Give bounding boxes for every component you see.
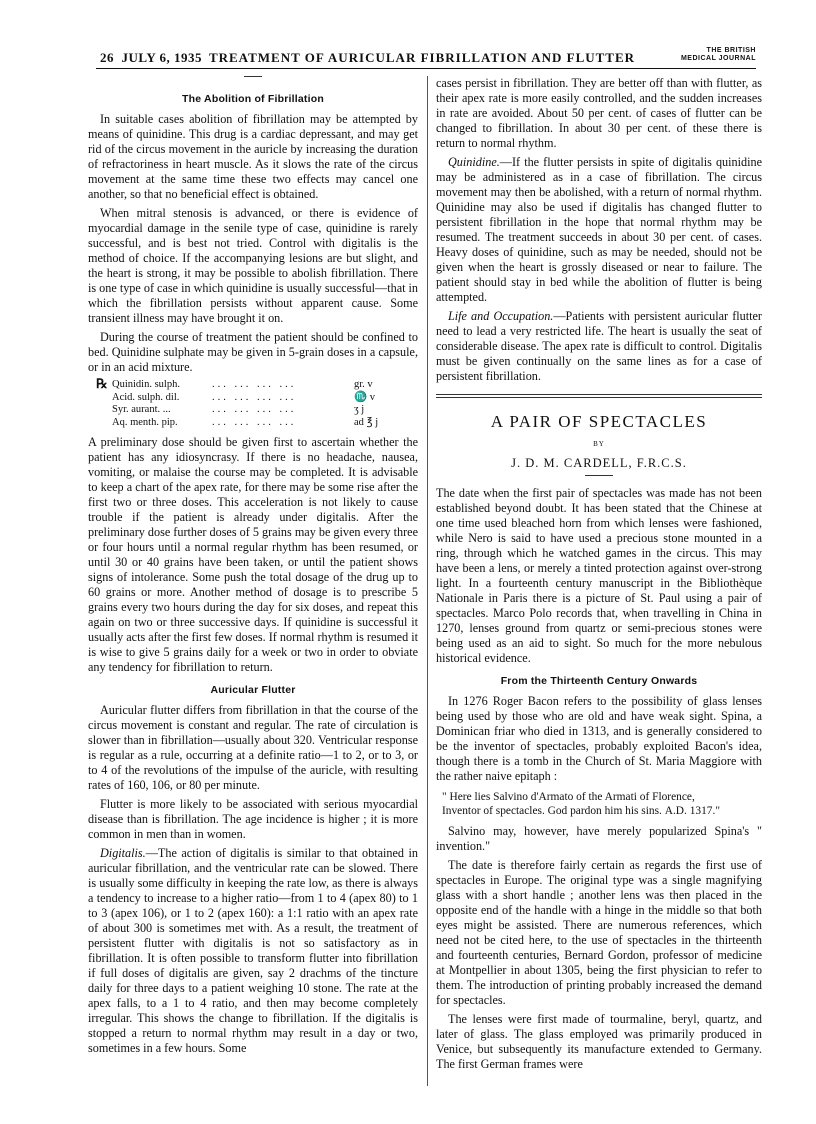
- section-heading-flutter: Auricular Flutter: [210, 684, 296, 696]
- column-divider: [427, 76, 428, 1086]
- ingredient-name: Syr. aurant. ...: [112, 404, 171, 415]
- running-title: TREATMENT OF AURICULAR FIBRILLATION AND FLUTTER: [208, 50, 636, 65]
- paragraph: During the course of treatment the patient should be confined to bed. Quinidine sulphate may be given in 5-grain doses in a capsule, or in an acid mixture.: [88, 330, 418, 374]
- leader-dots: ... ... ... ...: [212, 416, 297, 428]
- run-in-heading: Quinidine.: [448, 155, 500, 169]
- prescription-row: [112, 392, 418, 405]
- prescription-row: [112, 417, 418, 430]
- ingredient-quantity: gr. v: [354, 379, 373, 390]
- issue-date: JULY 6, 1935: [121, 50, 203, 65]
- paragraph: Auricular flutter differs from fibrillation in that the course of the circus movement is constant and regular. The rate of circulation is slower than in fibrillation—usually about 320. Ventricular response is regular as a rule, occurring at a definite ratio—1 to 2, or to 3, or to 4 of the revolutions of the impulse of the auricle, with resulting rates of 160, 106, or 80 per minute.: [88, 703, 418, 792]
- run-in-heading: Digitalis.: [100, 846, 146, 860]
- ingredient-name: Aq. menth. pip.: [112, 416, 178, 428]
- header-rule: [96, 68, 756, 69]
- ingredient-name: Acid. sulph. dil.: [112, 391, 180, 403]
- ingredient-name: Quinidin. sulph.: [112, 379, 180, 390]
- leader-dots: ... ... ... ...: [212, 379, 297, 390]
- page-number: 26: [100, 50, 114, 65]
- paragraph-text: —Patients with persistent auricular flutter need to lead a very restricted life. The heart is usually the seat of considerable disease. The apex rate is difficult to control. Digitalis must be given continually on the same lines as for a case of persistent fibrillation.: [436, 309, 762, 383]
- section-rule: [244, 76, 262, 77]
- paragraph: [88, 846, 418, 1056]
- recipe-symbol: ℞: [96, 376, 108, 391]
- section-heading-abolition: The Abolition of Fibrillation: [182, 93, 324, 105]
- paragraph: A preliminary dose should be given first to ascertain whether the patient has any idiosyncrasy. If there is no headache, nausea, vomiting, or malaise the course may be completed. It is advisable to keep a chart of the apex rate, for there may be some rise after the first two or three doses. This acceleration is not likely to cause trouble if the patient is already under digitalis. After the preliminary dose further doses of 5 grains may be given every three or four hours until a normal regular rhythm has been resumed, or until 30 or 40 grains have been taken, or until the patient shows signs of intolerance. Some push the total dosage of the drug up to 60 grains or more. Another method of dosage is to prescribe 5 grains every two hours during the day for six doses, and repeat this again on two or three successive days. If quinidine is successful it usually acts after the first few doses. If normal rhythm is resumed it is wise to give 5 grains daily for a week or two in order to obviate any tendency for fibrillation to return.: [88, 435, 418, 674]
- paragraph: cases persist in fibrillation. They are better off than with flutter, as their apex rate is more easily controlled, and the sudden increases in rate are avoided. About 50 per cent. of cases of flutter can be changed to fibrillation. In about 30 per cent. of these there is return to normal rhythm.: [436, 76, 762, 150]
- ingredient-quantity: ʒ j: [354, 404, 365, 415]
- epitaph-text: Inventor of spectacles. God pardon him his sins.: [442, 805, 662, 817]
- epitaph-line: [436, 804, 762, 818]
- paragraph: Salvino may, however, have merely popularized Spina's " invention.": [436, 824, 762, 853]
- byline-rule: [585, 475, 613, 476]
- paragraph: The lenses were first made of tourmaline, beryl, quartz, and later of glass. The glass employed was primarily produced in Venice, but subsequently its manufacture extended to Germany. The first German frames were: [436, 1012, 762, 1071]
- article-end-rule: [436, 397, 762, 398]
- paragraph-text: —The action of digitalis is similar to that obtained in auricular fibrillation, and the ventricular rate can be slowed. There is usually some difficulty in keeping the rate low, as there is always a tendency to increase to a higher ratio—from 1 to 4 (apex 80) to 1 to 3 (apex 106), or 1 to 2 (apex 160): a 1:1 ratio with an apex rate of about 300 is sometimes met with. As a result, the treatment of persistent flutter with digitalis is not so satisfactory as in fibrillation. It is often possible to transform flutter into fibrillation if full doses of digitalis are given, say 2 drachms of the tincture daily for three days to a patient weighing 10 stone. The rate at the apex falls, to a 1 to 4 ratio, and then may become completely irregular. This shows the change to fibrillation. If the digitalis is stopped a return to normal rhythm may result in a day or two, sometimes in a few hours. Some: [88, 846, 418, 1055]
- ingredient-quantity: ad ℥ j: [354, 416, 379, 428]
- prescription: [96, 376, 418, 429]
- paragraph-text: —If the flutter persists in spite of digitalis quinidine may be administered as in a case of fibrillation. The circus movement may then be abolished, with a return of normal rhythm. Quinidine may also be used if digitalis has changed flutter to persistent fibrillation in the hope that normal rhythm may be resumed. The treatment succeeds in about 30 per cent. of cases. Heavy doses of quinidine, such as may be needed, should not be given when the heart is grossly diseased or near to failure. The patient should stay in bed while the abolition of flutter is being attempted.: [436, 155, 762, 304]
- paragraph: In suitable cases abolition of fibrillation may be attempted by means of quinidine. This drug is a cardiac depressant, and may get rid of the circus movement in the auricle by increasing the duration of refractoriness in heart muscle. As it slows the rate of the circus movement at the same time these two effects may cancel one another, so that no beneficial effect is obtained.: [88, 112, 418, 201]
- epitaph-line: " Here lies Salvino d'Armato of the Armati of Florence,: [442, 791, 695, 803]
- right-column: [436, 76, 762, 1076]
- paragraph: When mitral stenosis is advanced, or there is evidence of myocardial damage in the senile type of case, quinidine is rarely successful, and is best not tried. Control with digitalis is the method of choice. If the accompanying lesions are but slight, and the heart is strong, it may be possible to abolish fibrillation. There is one type of case in which quinidine is usually successful—that in which the fibrillation persists without apparent cause. Some transient illness may have brought it on.: [88, 206, 419, 325]
- article-author: J. D. M. CARDELL, F.R.C.S.: [511, 456, 687, 470]
- leader-dots: ... ... ... ...: [212, 404, 297, 415]
- journal-name-line2: MEDICAL JOURNAL: [680, 55, 756, 62]
- ingredient-quantity: ♏ v: [354, 391, 375, 403]
- prescription-row: [96, 376, 418, 392]
- journal-name: [681, 47, 756, 63]
- paragraph: [436, 155, 762, 305]
- leader-dots: ... ... ... ...: [212, 391, 297, 403]
- prescription-row: [112, 404, 418, 417]
- epitaph-quote: [436, 790, 762, 818]
- paragraph: Flutter is more likely to be associated with serious myocardial disease than is fibrillation. The age incidence is higher ; it is more common in men than in women.: [88, 797, 418, 841]
- article-title: A PAIR OF SPECTACLES: [490, 412, 708, 431]
- paragraph: [436, 309, 762, 384]
- article-end-rule: [436, 394, 762, 395]
- epitaph-date: A.D. 1317.": [664, 805, 720, 817]
- journal-name-line1: THE BRITISH: [706, 47, 756, 54]
- left-column: [88, 76, 418, 1060]
- paragraph: The date when the first pair of spectacles was made has not been established beyond doubt. It has been stated that the Chinese at one time used bleached horn from which lenses were fashioned, while Nero is said to have used a precious stone mounted in a ring, through which he watched games in the circus. This may have been a lens, or merely a tinted protection against over-strong light. In a fourteenth century manuscript in the Bibliothèque Nationale in Paris there is a picture of St. Paul using a pair of spectacles. Marco Polo records that, when travelling in China in 1270, lenses ground from quartz or semi-precious stones were being used as an aid to sight. So much for the more nebulous historical evidence.: [436, 486, 762, 665]
- paragraph: In 1276 Roger Bacon refers to the possibility of glass lenses being used by those who are old and have weak sight. Spina, a Dominican friar who died in 1313, and is generally considered to be the inventor of spectacles, probably exploited Bacon's idea, though there is a tomb in the Church of St. Maria Maggiore with the rather naive epitaph :: [436, 694, 762, 783]
- byline-label: BY: [593, 440, 605, 448]
- section-heading-thirteenth-century: From the Thirteenth Century Onwards: [500, 675, 698, 687]
- run-in-heading: Life and Occupation.: [448, 309, 554, 323]
- paragraph: The date is therefore fairly certain as regards the first use of spectacles in Europe. The original type was a single magnifying glass with a short handle ; another lens was then placed in the opposite end of the handle with a hinge in the middle so that both eyes might be assisted. There are numerous references, which need not be cited here, to the use of spectacles in the thirteenth and fourteenth centuries, Bernard Gordon, professor of medicine at Montpellier in about 1305, being the first physician to refer to them. The introduction of printing probably increased the demand for spectacles.: [436, 858, 762, 1007]
- running-header: [88, 46, 756, 72]
